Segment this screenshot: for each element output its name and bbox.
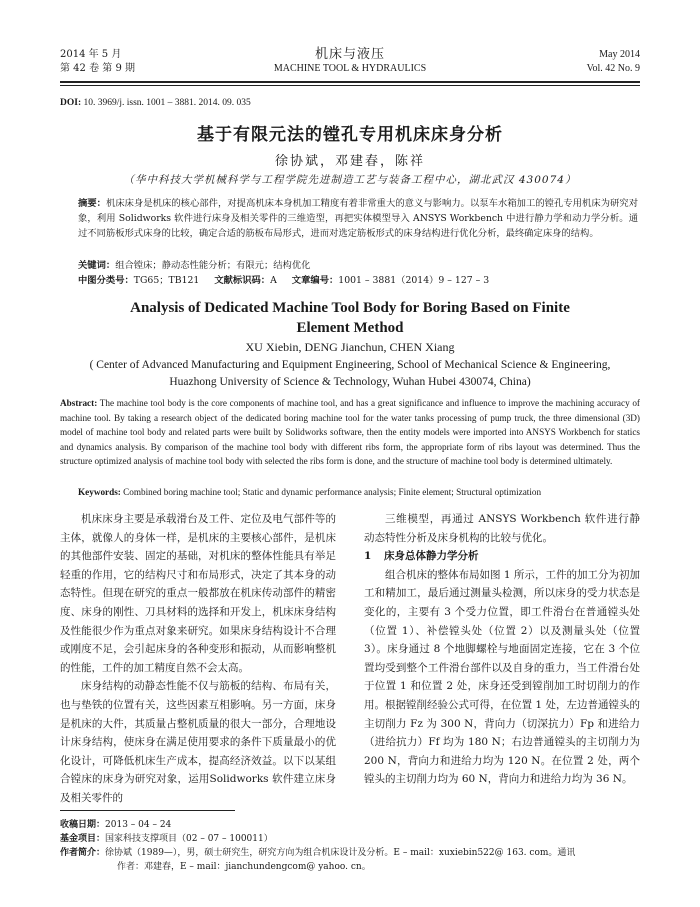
keywords-cn: 关键词：组合镗床；静动态性能分析；有限元；结构优化 [78, 260, 311, 271]
footnote-rule [60, 810, 235, 811]
doi-label: DOI: [60, 98, 82, 108]
body-paragraph: 组合机床的整体布局如图 1 所示，工件的加工分为初加工和精加工，最后通过测量头检测，所以床身的受力状态是变化的，主要有 3 个受力位置，即工件滑台在普通镗头处（位置 1）、补偿镗头处（位置 2）以及测量头处（位置 3）。床身通过 8 个地脚螺栓与地面固定连接，它在 3 个位置均受到整个工件滑台部件以及自身的重力，当工件滑台处于位置 1 和位置 2 处，床身还受到镗削加工时切削力的作用。根据镗削经验公式可得，在位置 1 处，左边普通镗头的主切削力 Fz 为 300 N，背向力（切深抗力）Fp 和进给力（进给抗力）Ff 均为 180 N；右边普通镗头的主切削力为 200 N，背向力和进给力均为 120 N。在位置 2 处，两个镗头的主切削力均为 60 N，背向力和进给力均为 36 N。 [364, 568, 640, 786]
abstract-en-text: The machine tool body is the core components of machine tool, and has a great significance and influence to improve the machining accuracy of machine tool. By taking a research object of the dedicated boring machine tool for the water tanks processing of pump truck, the three dimensional (3D) model of machine tool body and related parts were built by Solidworks software, then the entity models were imported into ANSYS Workbench for statics and dynamics analysis. By comparison of the machine tool body with different ribs form, the appropriate form of ribs layout was determined. Thus the structure optimized analysis of machine tool body with selected the ribs form is done, and the structure of machine tool body is determined ultimately. [60, 398, 640, 467]
keywords-en: Keywords: Combined boring machine tool; Static and dynamic performance analysis; Finite element; Structural optimization [78, 487, 542, 497]
footnote [60, 818, 640, 874]
doi-line [60, 98, 251, 108]
header-issue-date: 2014 年 5 月 第 42 卷 第 9 期 [60, 49, 135, 74]
header-volume: May 2014 Vol. 42 No. 9 [586, 49, 640, 74]
authors-cn: 徐协斌，邓建春，陈祥 [274, 154, 425, 169]
abstract-cn [78, 196, 638, 241]
affiliation-en: ( Center of Advanced Manufacturing and Equipment Engineering, School of Mechanical Science & Engineering, Huazhong University of Science & Technology, Wuhan Hubei 430074, China) [89, 359, 611, 388]
paper-title-cn: 基于有限元法的镗孔专用机床床身分析 [197, 125, 503, 145]
abstract-cn-text: 机床床身是机床的核心部件，对提高机床本身机加工精度有着非常重大的意义与影响力。以泵车水箱加工的镗孔专用机床为研究对象，利用 Solidworks 软件进行床身及相关零件的三维造型，再把实体模型导入 ANSYS Workbench 中进行静力学和动力学分析。通过不同筋板形式床身的比较，确定合适的筋板布局形式，进而对选定筋板形式的床身结构进行优化分析，最终确定床身的结构。 [78, 198, 638, 239]
author-info: 作者简介：徐协斌（1989—），男，硕士研究生，研究方向为组合机床设计及分析。E – mail：xuxiebin522@ 163. com。通讯 [60, 848, 576, 858]
abstract-en-label: Abstract: [60, 398, 98, 408]
body-column-right [364, 510, 640, 789]
doi-value[interactable]: 10. 3969/j. issn. 1001 – 3881. 2014. 09. 035 [83, 98, 251, 108]
classification-cn: 中图分类号：TG65；TB121 文献标识码：A 文章编号：1001 – 3881（2014）9 – 127 – 3 [78, 275, 490, 286]
body-paragraph: 机床床身主要是承载滑台及工件、定位及电气部件等的主体，就像人的身体一样，是机床的主要核心部件，是机床的其他部件安装、固定的基础，对机床的整体性能具有举足轻重的作用，它的结构尺寸和布局形式，决定了其本身的动态特性。但现在研究的重点一般都放在机床传动部件的精密度、床身的刚性、刀具材料的选择和开发上，机床床身结构及性能很少作为重点对象来研究。如果床身结构设计不合理或刚度不足，会引起床身的各种变形和振动，从而影响整机的性能，工件的加工精度自然不会太高。 [60, 513, 336, 674]
paper-title-en: Analysis of Dedicated Machine Tool Body for Boring Based on Finite Element Method [130, 300, 570, 336]
running-header [60, 48, 640, 82]
section-heading: 1 床身总体静力学分析 [364, 550, 479, 563]
fund-info: 基金项目：国家科技支撑项目（02 – 07 – 100011） [60, 834, 273, 844]
header-rule-thin [60, 85, 640, 86]
abstract-en [60, 396, 640, 469]
author-info-cont: 作者：邓建春，E – mail：jianchundengcom@ yahoo. cn。 [117, 862, 371, 872]
authors-en: XU Xiebin, DENG Jianchun, CHEN Xiang [245, 340, 455, 354]
header-journal-name: 机床与液压 MACHINE TOOL & HYDRAULICS [273, 47, 427, 74]
abstract-cn-label: 摘要： [78, 198, 107, 209]
affiliation-cn: （华中科技大学机械科学与工程学院先进制造工艺与装备工程中心，湖北武汉 430074） [123, 174, 577, 186]
received-date: 收稿日期：2013 – 04 – 24 [60, 820, 172, 830]
body-paragraph: 床身结构的动静态性能不仅与筋板的结构、布局有关，也与垫铁的位置有关，这些因素互相影响。另一方面，床身是机床的大件，其质量占整机质量的很大一部分，合理地设计床身结构，使床身在满足使用要求的条件下质量最小的优化设计，可降低机床生产成本，提高经济效益。以下以某组合镗床的床身为研究对象，运用Solidworks 软件建立床身及相关零件的 [60, 680, 336, 804]
body-paragraph: 三维模型，再通过 ANSYS Workbench 软件进行静动态特性分析及床身机构的比较与优化。 [364, 513, 640, 544]
header-rule-thick [60, 81, 640, 83]
body-column-left [60, 510, 336, 808]
